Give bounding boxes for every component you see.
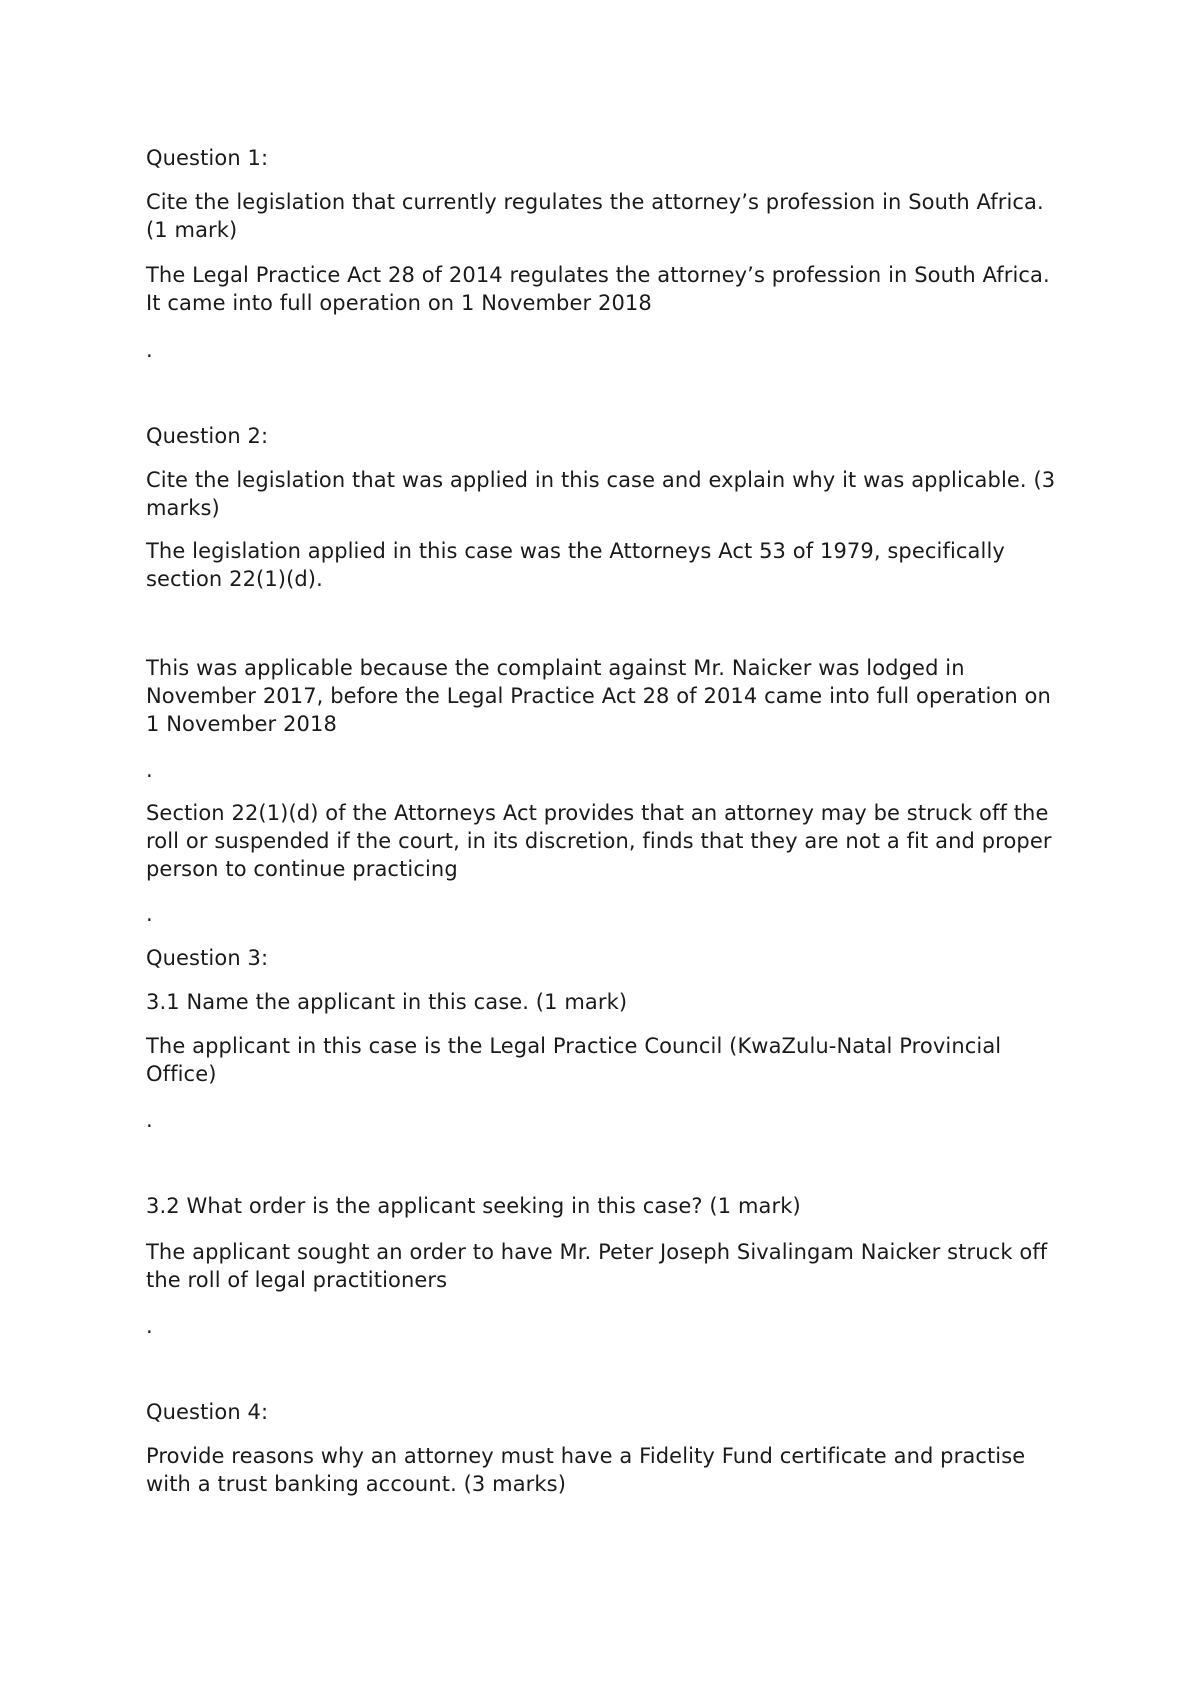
question-2-answer-3: Section 22(1)(d) of the Attorneys Act provides that an attorney may be struck off the roll or suspended if the court, in its discretion, finds that they are not a fit and proper person to continue practicing — [146, 801, 1052, 881]
question-4-prompt: Provide reasons why an attorney must have a Fidelity Fund certificate and practise with a trust banking account. (3 marks) — [146, 1444, 1026, 1496]
question-2-heading: Question 2: — [146, 424, 269, 448]
question-1-heading: Question 1: — [146, 146, 269, 170]
question-3-2-prompt: 3.2 What order is the applicant seeking in this case? (1 mark) — [146, 1194, 801, 1218]
question-2-answer-2: This was applicable because the complaint against Mr. Naicker was lodged in November 2017, before the Legal Practice Act 28 of 2014 came into full operation on 1 November 2018 — [146, 656, 1051, 736]
question-3-1-prompt: 3.1 Name the applicant in this case. (1 mark) — [146, 990, 628, 1014]
question-3-dot-2: . — [146, 1314, 153, 1338]
question-3-1-answer: The applicant in this case is the Legal Practice Council (KwaZulu-Natal Provincial Office) — [146, 1034, 1002, 1086]
question-2-answer-1: The legislation applied in this case was the Attorneys Act 53 of 1979, specifically section 22(1)(d). — [146, 539, 1005, 591]
question-2-dot-2: . — [146, 902, 153, 926]
question-3-dot-1: . — [146, 1108, 153, 1132]
question-4-heading: Question 4: — [146, 1400, 269, 1424]
question-1-answer: The Legal Practice Act 28 of 2014 regulates the attorney’s profession in South Africa. It came into full operation on 1 November 2018 — [146, 263, 1050, 315]
question-3-heading: Question 3: — [146, 946, 269, 970]
question-1-prompt: Cite the legislation that currently regulates the attorney’s profession in South Africa. (1 mark) — [146, 190, 1044, 242]
question-2-prompt: Cite the legislation that was applied in this case and explain why it was applicable. (3 marks) — [146, 468, 1056, 520]
question-3-2-answer: The applicant sought an order to have Mr. Peter Joseph Sivalingam Naicker struck off the roll of legal practitioners — [146, 1240, 1048, 1292]
question-1-dot: . — [146, 338, 153, 362]
question-2-dot-1: . — [146, 758, 153, 782]
